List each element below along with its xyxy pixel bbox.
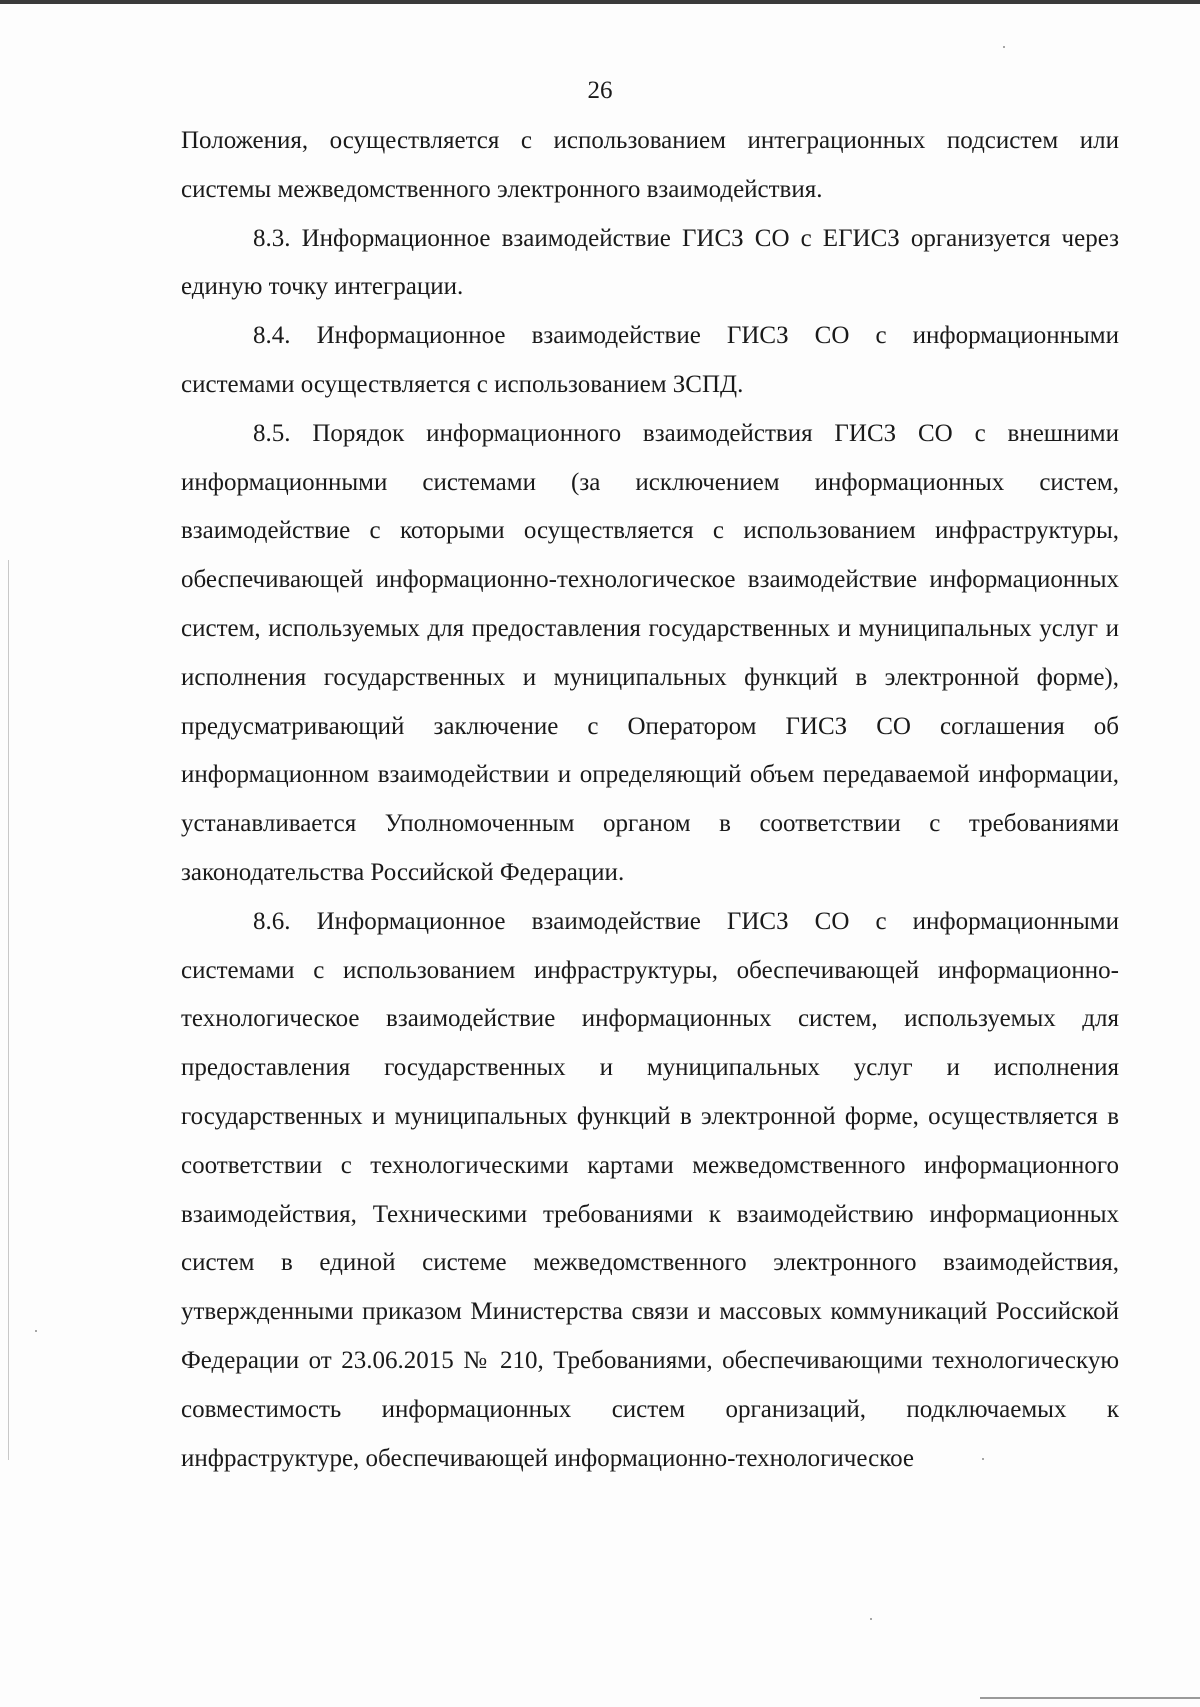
body-text [181,117,1119,1483]
paragraph-8-6: 8.6. Информационное взаимодействие ГИСЗ СО с информационными системами с использованием инфраструктуры, обеспечивающей информационно-технологическое взаимодействие информационных систем, используемых для предоставления государственных и муниципальных услуг и исполнения государственных и муниципальных функций в электронной форме, осуществляется в соответствии с технологическими картами межведомственного информационного взаимодействия, Техническими требованиями к взаимодействию информационных систем в единой системе межведомственного электронного взаимодействия, утвержденными приказом Министерства связи и массовых коммуникаций Российской Федерации от 23.06.2015 № 210, Требованиями, обеспечивающими технологическую совместимость информационных систем организаций, подключаемых к инфраструктуре, обеспечивающей информационно-технологическое [181,907,1119,1472]
paragraph-8-4: 8.4. Информационное взаимодействие ГИСЗ СО с информационными системами осуществляется с использованием ЗСПД. [181,322,1119,398]
scan-speck [1003,46,1005,48]
scan-speck [870,1618,872,1620]
paragraph-8-5: 8.5. Порядок информационного взаимодействия ГИСЗ СО с внешними информационными системами (за исключением информационных систем, взаимодействие с которыми осуществляется с использованием инфраструктуры, обеспечивающей информационно-технологическое взаимодействие информационных систем, используемых для предоставления государственных и муниципальных услуг и исполнения государственных и муниципальных функций в электронной форме), предусматривающий заключение с Оператором ГИСЗ СО соглашения об информационном взаимодействии и определяющий объем передаваемой информации, устанавливается Уполномоченным органом в соответствии с требованиями законодательства Российской Федерации. [181,419,1119,886]
paragraph-continuation: Положения, осуществляется с использованием интеграционных подсистем или системы межведомственного электронного взаимодействия. [181,127,1119,203]
scan-top-edge [0,0,1200,4]
scan-bottom-edge [980,1697,1200,1699]
page-number: 26 [587,77,613,104]
scan-speck [35,1330,37,1332]
scan-left-artifact [8,560,9,1460]
paragraph-8-3: 8.3. Информационное взаимодействие ГИСЗ СО с ЕГИСЗ организуется через единую точку интеграции. [181,224,1119,301]
